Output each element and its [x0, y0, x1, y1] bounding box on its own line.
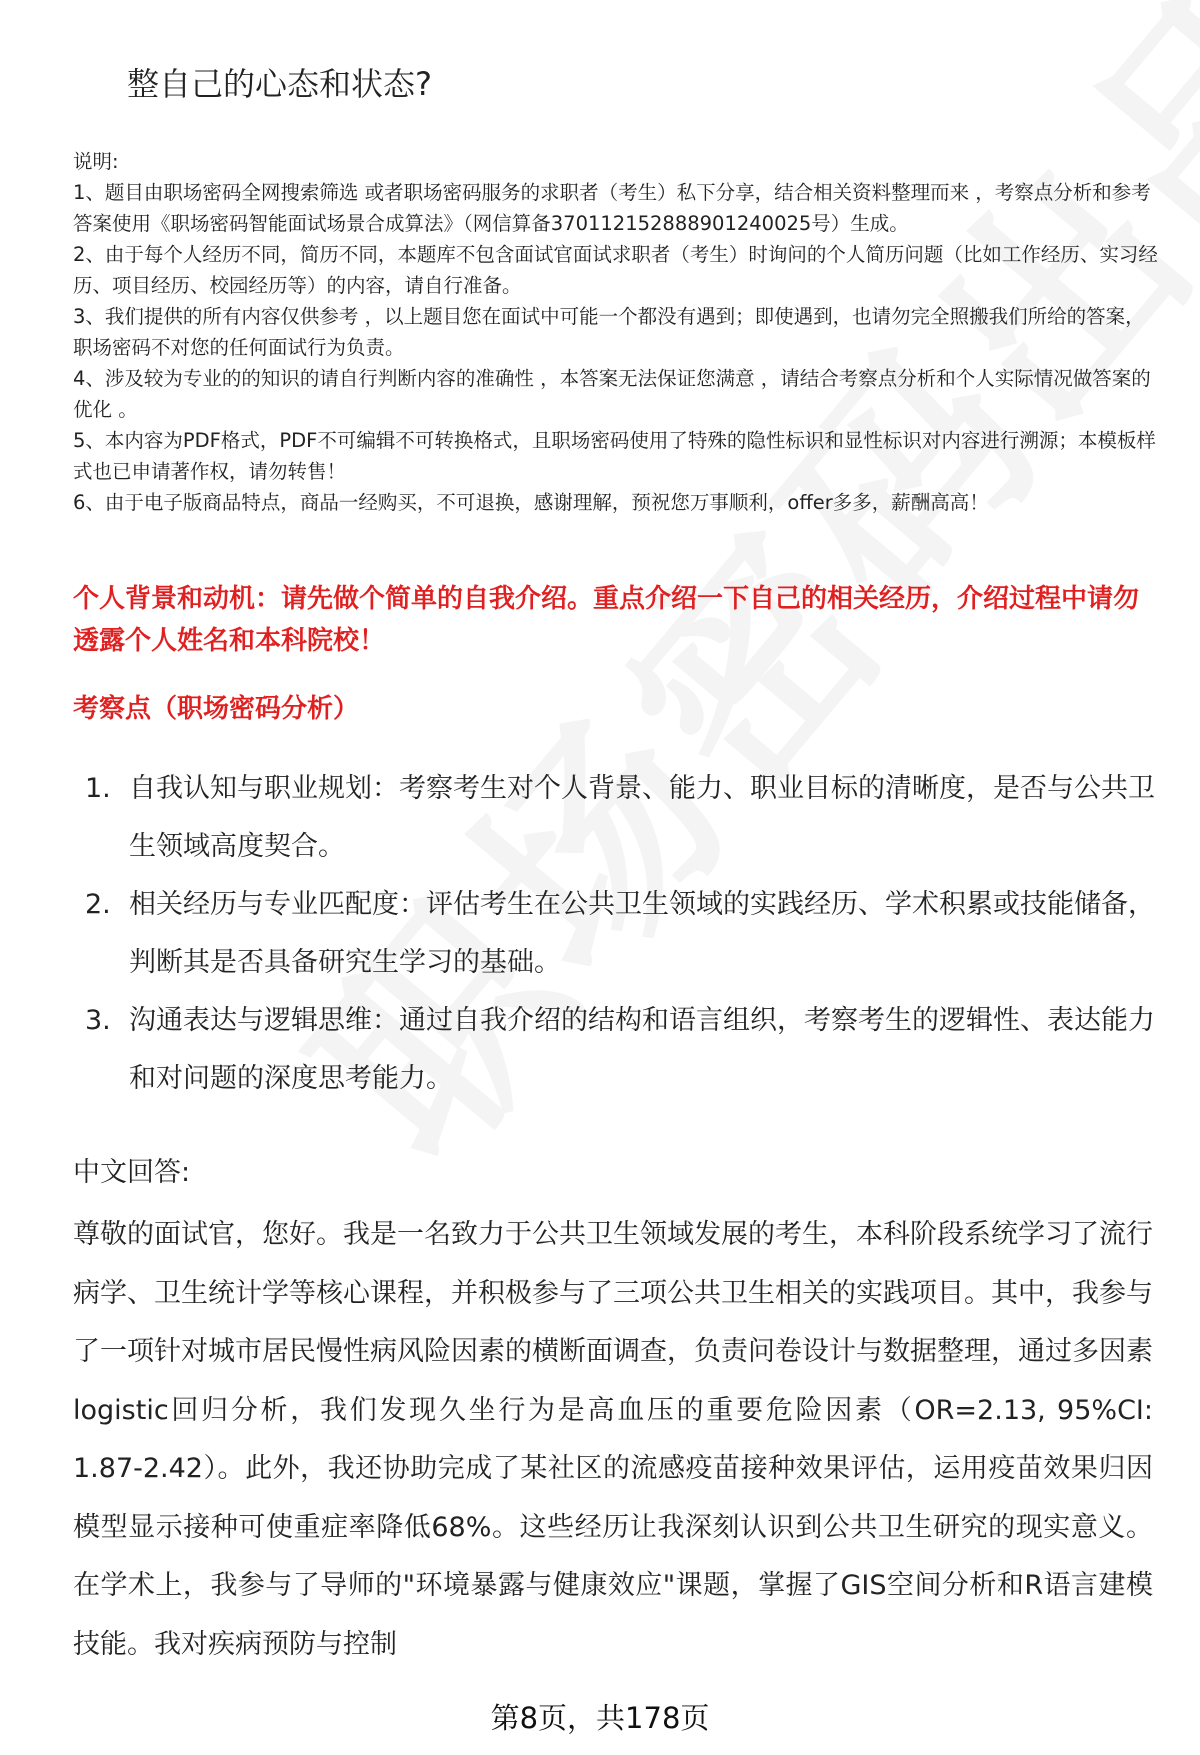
answer-label: 中文回答:	[73, 1157, 191, 1188]
note-item: 5、本内容为PDF格式，PDF不可编辑不可转换格式，且职场密码使用了特殊的隐性标识和显性标识对内容进行溯源；本模板样式也已申请著作权，请勿转售！	[73, 429, 1156, 483]
analysis-point	[73, 876, 1163, 992]
previous-question-fragment: 整自己的心态和状态?	[127, 65, 432, 103]
note-item: 6、由于电子版商品特点，商品一经购买，不可退换，感谢理解，预祝您万事顺利，offer多多，薪酬高高！	[73, 491, 989, 514]
note-item: 4、涉及较为专业的的知识的请自行判断内容的准确性 ，本答案无法保证您满意 ，请结合考察点分析和个人实际情况做答案的优化 。	[73, 367, 1151, 421]
answer-text: 尊敬的面试官，您好。我是一名致力于公共卫生领域发展的考生，本科阶段系统学习了流行病学、卫生统计学等核心课程，并积极参与了三项公共卫生相关的实践项目。其中，我参与了一项针对城市居民慢性病风险因素的横断面调查，负责问卷设计与数据整理，通过多因素logistic回归分析，我们发现久坐行为是高血压的重要危险因素（OR=2.13, 95%CI: 1.87-2.42）。此外，我还协助完成了某社区的流感疫苗接种效果评估，运用疫苗效果归因模型显示接种可使重症率降低68%。这些经历让我深刻认识到公共卫生研究的现实意义。在学术上，我参与了导师的"环境暴露与健康效应"课题，掌握了GIS空间分析和R语言建模技能。我对疾病预防与控制	[73, 1219, 1153, 1660]
point-number: 1.	[85, 773, 111, 804]
question-heading: 个人背景和动机：请先做个简单的自我介绍。重点介绍一下自己的相关经历，介绍过程中请勿透露个人姓名和本科院校！	[73, 584, 1140, 656]
notes-block	[73, 146, 1163, 518]
note-item: 3、我们提供的所有内容仅供参考 ，以上题目您在面试中可能一个都没有遇到；即使遇到，也请勿完全照搬我们所给的答案，职场密码不对您的任何面试行为负责。	[73, 305, 1145, 359]
notes-heading: 说明:	[73, 150, 119, 173]
point-number: 2.	[85, 889, 111, 920]
analysis-points-list	[73, 760, 1163, 1108]
note-item: 1、题目由职场密码全网搜索筛选 或者职场密码服务的求职者（考生）私下分享，结合相关资料整理而来 ，考察点分析和参考答案使用《职场密码智能面试场景合成算法》（网信算备370112152888901240025号）生成。	[73, 181, 1151, 235]
analysis-point	[73, 992, 1163, 1108]
point-number: 3.	[85, 1005, 111, 1036]
page-number-footer: 第8页，共178页	[490, 1701, 710, 1735]
analysis-heading: 考察点（职场密码分析）	[73, 694, 360, 724]
point-text: 沟通表达与逻辑思维：通过自我介绍的结构和语言组织，考察考生的逻辑性、表达能力和对问题的深度思考能力。	[129, 1005, 1155, 1094]
analysis-point	[73, 760, 1163, 876]
point-text: 相关经历与专业匹配度：评估考生在公共卫生领域的实践经历、学术积累或技能储备，判断其是否具备研究生学习的基础。	[129, 889, 1155, 978]
note-item: 2、由于每个人经历不同，简历不同，本题库不包含面试官面试求职者（考生）时询问的个人简历问题（比如工作经历、实习经历、项目经历、校园经历等）的内容，请自行准备。	[73, 243, 1158, 297]
point-text: 自我认知与职业规划：考察考生对个人背景、能力、职业目标的清晰度，是否与公共卫生领域高度契合。	[129, 773, 1155, 862]
